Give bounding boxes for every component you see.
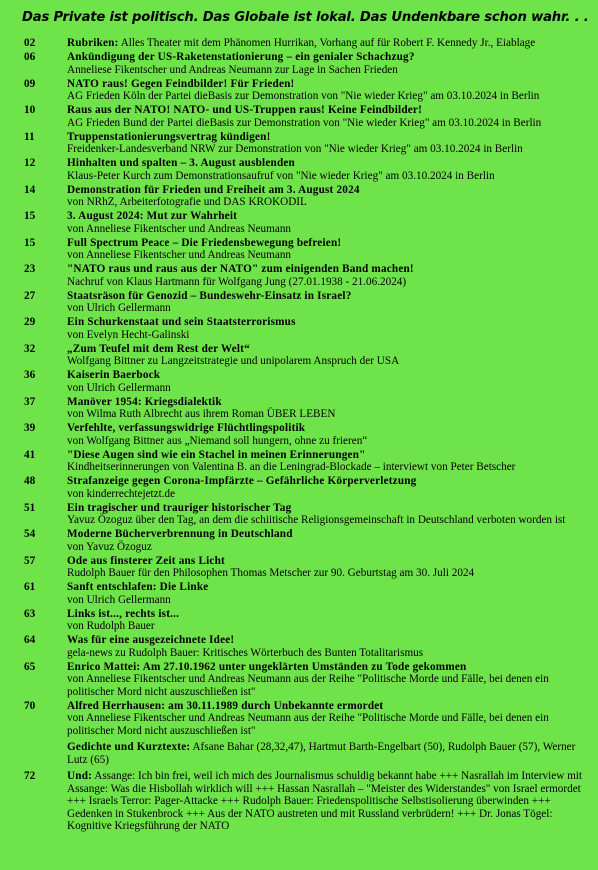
toc-entry — [22, 210, 588, 235]
entry-title: Enrico Mattei: Am 27.10.1962 unter ungeklärten Umständen zu Tode gekommen — [67, 660, 467, 673]
entry-title: 3. August 2024: Mut zur Wahrheit — [67, 210, 238, 222]
und-text: Assange: Ich bin frei, weil ich mich des Journalismus schuldig bekannt habe +++ Nasrallah im Interview mit Assange: Was die Hisbollah wirklich will +++ Hassan Nasrallah – "Meister des Widerstandes" von Israel ermordet +++ Israels Terror: Pager-Attacke +++ Rudolph Bauer: Friedenspolitische Selbstisolierung überwinden +++ Gedenken in Stukenbrock +++ Aus der NATO austreten und mit Russland verbrüdern! +++ Dr. Jonas Tögel: Kognitive Kriegsführung der NATO — [67, 770, 582, 832]
entry-title: Ein tragischer und trauriger historischer Tag — [67, 501, 292, 514]
toc-entry — [22, 581, 588, 606]
entry-title: Alfred Herrhausen: am 30.11.1989 durch Unbekannte ermordet — [67, 699, 384, 712]
entry-page-number: 06 — [24, 51, 36, 63]
entry-page-number: 32 — [24, 342, 36, 355]
entry-page-number: 09 — [24, 77, 36, 90]
entry-title: Sanft entschlafen: Die Linke — [67, 581, 209, 593]
poems-entry — [22, 741, 588, 766]
entry-page-number: 48 — [24, 475, 36, 487]
entry-subtitle: gela-news zu Rudolph Bauer: Kritisches Wörterbuch des Bunten Totalitarismus — [67, 646, 424, 659]
entry-title: Ankündigung der US-Raketenstationierung – ein genialer Schachzug? — [67, 51, 415, 63]
entry-title: NATO raus! Gegen Feindbilder! Für Frieden! — [67, 77, 295, 90]
entry-subtitle: von Ulrich Gellermann — [67, 593, 171, 606]
entry-page-number: 29 — [24, 316, 36, 328]
entry-page-number: 12 — [24, 157, 36, 169]
entry-title: "Diese Augen sind wie ein Stachel in meinen Erinnerungen" — [67, 448, 366, 461]
entry-title: Rubriken: — [67, 37, 119, 49]
entry-page-number: 63 — [24, 607, 36, 620]
toc-entry — [22, 369, 588, 394]
entry-subtitle: von Ulrich Gellermann — [67, 381, 171, 394]
und-entry — [22, 770, 588, 833]
entry-subtitle: von Anneliese Fikentscher und Andreas Neumann aus der Reihe "Politische Morde und Fälle, bei denen ein politischer Mord nicht auszuschließen ist" — [67, 673, 549, 698]
entry-page-number: 61 — [24, 581, 36, 593]
entry-subtitle: AG Frieden Bund der Partei dieBasis zur Demonstration von "Nie wieder Krieg" am 03.10.2024 in Berlin — [67, 116, 542, 129]
toc-entry — [22, 608, 588, 633]
entry-title: Hinhalten und spalten – 3. August ausblenden — [67, 157, 295, 169]
entry-title: Kaiserin Baerbock — [67, 369, 161, 381]
und-title: Und: — [67, 770, 93, 782]
entry-page-number: 54 — [24, 528, 36, 540]
entry-title: Strafanzeige gegen Corona-Impfärzte – Gefährliche Körperverletzung — [67, 475, 417, 487]
entry-title: Demonstration für Frieden und Freiheit am 3. August 2024 — [67, 183, 360, 196]
und-page-number: 72 — [24, 770, 36, 782]
entry-page-number: 57 — [24, 554, 36, 567]
entry-page-number: 10 — [24, 104, 36, 116]
entry-subtitle: Freidenker-Landesverband NRW zur Demonstration von "Nie wieder Krieg" am 03.10.2024 in Berlin — [67, 143, 523, 155]
table-of-contents — [22, 37, 588, 737]
toc-entry — [22, 263, 588, 288]
toc-entry — [22, 37, 588, 50]
entry-title: "NATO raus und raus aus der NATO" zum einigenden Band machen! — [67, 263, 414, 275]
entry-page-number: 39 — [24, 422, 36, 434]
entry-subtitle: von Rudolph Bauer — [67, 620, 155, 632]
entry-subtitle: von Yavuz Özoguz — [67, 540, 152, 553]
entry-subtitle: von Wilma Ruth Albrecht aus ihrem Roman ÜBER LEBEN — [67, 408, 336, 420]
toc-entry — [22, 184, 588, 209]
entry-page-number: 51 — [24, 501, 36, 514]
entry-title: Full Spectrum Peace – Die Friedensbewegung befreien! — [67, 236, 342, 249]
entry-title: Was für eine ausgezeichnete Idee! — [67, 634, 235, 646]
toc-entry — [22, 131, 588, 156]
poems-text: Afsane Bahar (28,32,47), Hartmut Barth-Engelbart (50), Rudolph Bauer (57), Werner Lutz (65) — [67, 741, 576, 766]
poems-title: Gedichte und Kurztexte: — [67, 741, 191, 753]
entry-page-number: 27 — [24, 289, 36, 302]
entry-title: Staatsräson für Genozid – Bundeswehr-Einsatz in Israel? — [67, 289, 352, 302]
toc-entry — [22, 502, 588, 527]
entry-page-number: 65 — [24, 660, 36, 673]
toc-entry — [22, 396, 588, 421]
toc-entry — [22, 316, 588, 341]
entry-page-number: 70 — [24, 699, 36, 712]
entry-title: Ein Schurkenstaat und sein Staatsterrorismus — [67, 316, 296, 328]
toc-entry — [22, 51, 588, 76]
entry-page-number: 37 — [24, 395, 36, 408]
entry-title: Ode aus finsterer Zeit ans Licht — [67, 554, 225, 567]
masthead: Das Private ist politisch. Das Globale ist lokal. Das Undenkbare schon wahr. . . — [22, 10, 589, 25]
entry-title: Links ist..., rechts ist... — [67, 607, 180, 620]
entry-subtitle: Klaus-Peter Kurch zum Demonstrationsaufruf von "Nie wieder Krieg" am 03.10.2024 in Berlin — [67, 169, 495, 182]
entry-page-number: 64 — [24, 634, 36, 646]
entry-title: „Zum Teufel mit dem Rest der Welt“ — [67, 342, 250, 355]
entry-subtitle: Nachruf von Klaus Hartmann für Wolfgang Jung (27.01.1938 - 21.06.2024) — [67, 275, 407, 288]
toc-entry — [22, 528, 588, 553]
toc-entry — [22, 700, 588, 738]
entry-title: Manöver 1954: Kriegsdialektik — [67, 395, 222, 408]
toc-entry — [22, 290, 588, 315]
entry-title: Raus aus der NATO! NATO- und US-Truppen raus! Keine Feindbilder! — [67, 104, 423, 116]
entry-page-number: 41 — [24, 448, 36, 461]
entry-subtitle: von NRhZ, Arbeiterfotografie und DAS KROKODIL — [67, 196, 307, 208]
entry-page-number: 02 — [24, 37, 36, 49]
entry-subtitle: von Anneliese Fikentscher und Andreas Neumann aus der Reihe "Politische Morde und Fälle, bei denen ein politischer Mord nicht auszuschließen ist" — [67, 712, 549, 737]
toc-entry — [22, 157, 588, 182]
entry-subtitle: von Evelyn Hecht-Galinski — [67, 328, 190, 341]
entry-page-number: 14 — [24, 183, 36, 196]
entry-page-number: 15 — [24, 236, 36, 249]
entry-subtitle: Yavuz Özoguz über den Tag, an dem die schiitische Religionsgemeinschaft in Deutschland verboten worden ist — [67, 514, 566, 526]
entry-page-number: 23 — [24, 263, 36, 275]
entry-page-number: 36 — [24, 369, 36, 381]
entry-title: Verfehlte, verfassungswidrige Flüchtlingspolitik — [67, 422, 306, 434]
toc-entry — [22, 237, 588, 262]
entry-subtitle: von Anneliese Fikentscher und Andreas Neumann — [67, 222, 292, 235]
entry-title: Truppenstationierungsvertrag kündigen! — [67, 130, 271, 143]
toc-entry — [22, 661, 588, 699]
toc-entry — [22, 634, 588, 659]
entry-subtitle: Kindheitserinnerungen von Valentina B. an die Leningrad-Blockade – interviewt von Peter Betscher — [67, 461, 516, 473]
entry-subtitle: Wolfgang Bittner zu Langzeitstrategie und unipolarem Anspruch der USA — [67, 355, 400, 367]
entry-subtitle: Anneliese Fikentscher und Andreas Neumann zur Lage in Sachen Frieden — [67, 63, 398, 76]
entry-subtitle: von Wolfgang Bittner aus „Niemand soll hungern, ohne zu frieren“ — [67, 434, 368, 447]
entry-subtitle: Rudolph Bauer für den Philosophen Thomas Metscher zur 90. Geburtstag am 30. Juli 2024 — [67, 567, 475, 579]
toc-entry — [22, 449, 588, 474]
toc-entry — [22, 555, 588, 580]
entry-subtitle: von kinderrechtejetzt.de — [67, 487, 176, 500]
entry-page-number: 15 — [24, 210, 36, 222]
entry-title: Moderne Bücherverbrennung in Deutschland — [67, 528, 293, 540]
toc-entry — [22, 78, 588, 103]
entry-subtitle: von Anneliese Fikentscher und Andreas Neumann — [67, 249, 292, 261]
toc-entry — [22, 422, 588, 447]
entry-page-number: 11 — [24, 130, 35, 143]
entry-subtitle: AG Frieden Köln der Partei dieBasis zur Demonstration von "Nie wieder Krieg" am 03.10.2024 in Berlin — [67, 90, 540, 102]
toc-entry — [22, 104, 588, 129]
toc-entry — [22, 343, 588, 368]
toc-entry — [22, 475, 588, 500]
entry-subtitle: von Ulrich Gellermann — [67, 302, 171, 314]
entry-title-rest: Alles Theater mit dem Phänomen Hurrikan, Vorhang auf für Robert F. Kennedy Jr., Eiablage — [118, 37, 536, 49]
